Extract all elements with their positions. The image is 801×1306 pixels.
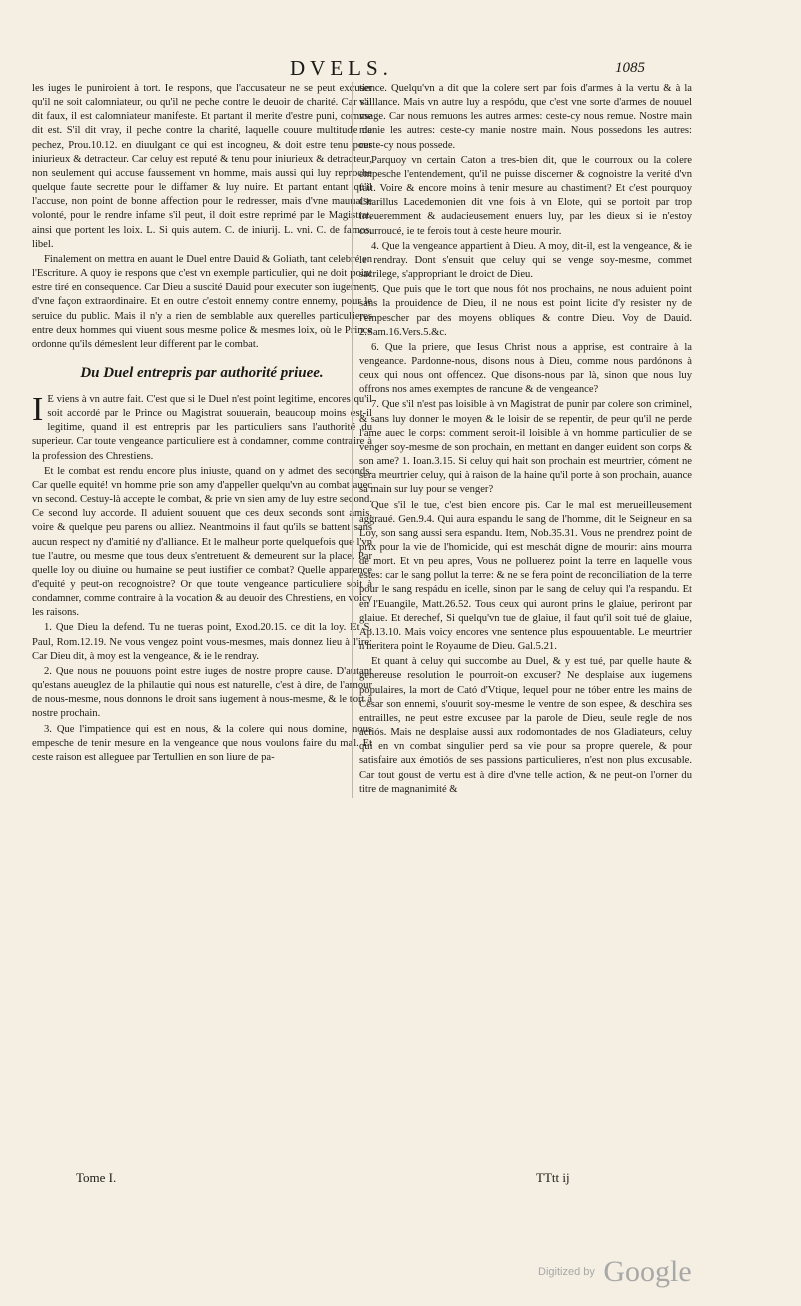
page-footer (0, 1170, 801, 1190)
section-paragraph-text: E viens à vn autre fait. C'est que si le Duel n'est point legitime, encores qu'il soit accordé par le Prince ou Magistrat souuerain, beaucoup moins est-il legitime, quand il est entrepris par les particuliers sans l'authorité du superieur. Car toute vengeance particuliere est à condamner, comme contraire à la profession des Chrestiens. (32, 393, 372, 462)
right-paragraph: Que s'il le tue, c'est bien encore pis. Car le mal est merueilleusement aggraué. Gen.9.4. Qui aura espandu le sang de l'homme, dit le Seigneur en sa Loy, son sang aussi sera espandu. Item, Nob.35.31. Vous ne prendrez point de prix pour la vie de l'homicide, qui est meschát digne de mourir: ains mourra de mort. Et vn peu apres, Vous ne polluerez point la terre en laquelle vous estes: car le sang pollut la terre: & ne se fera point de reconciliation de la terre pour le sang respádu en icelle, sinon par le sang de celuy qui l'a respandu. Et en l'Euangile, Matt.26.52. Tous ceux qui auront prins le glaiue, periront par glaiue. Et derechef, Si quelqu'vn tue de glaiue, il faut qu'il soit tué de glaiue, Ap.13.10. Mais voicy encores vne sentence plus espouuentable. Le meurtrier n'heritera point le Royaume de Dieu. Gal.5.21. (359, 499, 692, 653)
right-paragraph: tience. Quelqu'vn a dit que la colere sert par fois d'armes à la vertu & à la vaillance. Mais vn autre luy a respódu, que c'est vne sorte d'armes de nouuel vsage. Car nous remuons les autres armes: ceste-cy nous remue. Nostre main manie les autres: ceste-cy manie nostre main. Nous possedons les autres: ceste-cy nous possede. (359, 83, 692, 151)
google-logo: Google (603, 1255, 692, 1288)
left-paragraph: Finalement on mettra en auant le Duel entre Dauid & Goliath, tant celebré en l'Escriture. A quoy ie respons que c'est vn exemple particulier, qui ne doit point estre tiré en consequence. Car Dieu a suscité Dauid pour executer son iugement d'vne façon extraordinaire. Et en outre c'estoit ennemy contre ennemy, pour le seruice du public. Mais il n'y a rien de semblable aux querelles particulieres entre deux hommes qui viuent sous mesme police & mesmes loix, où le Prince ordonne qu'ils démeslent leur different par le combat. (32, 253, 372, 350)
left-column (32, 82, 372, 766)
section-paragraph: 1. Que Dieu la defend. Tu ne tueras point, Exod.20.15. ce dit la loy. Et S. Paul, Rom.12.19. Ne vous vengez point vous-mesmes, mais donnez lieu à l'ire: Car Dieu dit, à moy est la vengeance, & ie le rendray. (32, 622, 372, 662)
right-paragraph: Parquoy vn certain Caton a tres-bien dit, que le courroux ou la colere empesche l'entendement, qu'il ne puisse discerner & cognoistre la verité d'vn fait. Voire & encore moins à tenir mesure au chastiment? Et c'est pourquoy Charillus Lacedemonien dit vne fois à vn Elote, qui se portoit par trop irreueremment & audacieusement enuers luy, par les dieux si ie n'estoy courroucé, ie te ferois tout à ceste heure mourir. (359, 154, 692, 237)
watermark-prefix: Digitized by (538, 1266, 595, 1278)
right-paragraph: Et quant à celuy qui succombe au Duel, & y est tué, par quelle haute & genereuse resolution le pourroit-on excuser? Ne desplaise aux iugemens populaires, la mort de Cató d'Vtique, lequel pour ne tóber entre les mains de Cesar son ennemi, s'ouurit soy-mesme le ventre de son espee, & deschira ses entrailles, ne peut estre excusee par la parole de Dieu, seule regle de nos actiós. Mais ne desplaise aussi aux rodomontades de nos Gladiateurs, celuy qui en vn combat singulier perd sa vie pour sa propre querele, & pour satisfaire aux émotiós de ses passions particulieres, n'est non plus excusable. Car tout goust de vertu est à dire d'vne telle action, & ne peut-on l'orner du titre de magnanimité & (359, 656, 692, 795)
section-paragraph (32, 390, 372, 464)
right-column (352, 82, 692, 798)
page-number: 1085 (615, 60, 645, 76)
dropcap-letter: I (32, 390, 44, 428)
right-paragraph: 4. Que la vengeance appartient à Dieu. A moy, dit-il, est la vengeance, & ie le rendray. Dont s'ensuit que celuy qui se venge soy-mesme, commet sacrilege, s'appropriant le droict de Dieu. (359, 240, 692, 281)
left-paragraph: les iuges le puniroient à tort. Ie respons, que l'accusateur ne se peut excuser qu'il ne soit calomniateur, ou qu'il ne peche contre le deuoir de charité. Car s'il dit faux, il est calomniateur manifeste. Et partant il merite d'estre puni, comme dit est. S'il dit vray, il peche contre la charité, laquelle couure multitude de pechez, Prou.10.12. en diuulgant ce qui est incogneu, & doit estre tenu pour iniurieux & detracteur. Car celuy est reputé & tenu pour iniurieux & detracteur, non seulement qui accuse faussement vn homme, mais aussi qui luy reproche quelque faute secrette pour le diffamer & luy nuire. Et partant entant qu'il l'accuse, non point de bonne affection pour le redresser, mais d'vne mauuaise volonté, pour le rendre infame s'il peut, il doit estre reprimé par le Magistrat, ainsi que portent les loix. L. Si quis autem. C. de iniurij. L. vni. C. de famos. libel. (32, 83, 372, 250)
right-paragraph: 6. Que la priere, que Iesus Christ nous a apprise, est contraire à la vengeance. Pardonne-nous, disons nous à Dieu, comme nous pardónons à ceux qui nous ont offencez. Que disons-nous par là, sinon que nous luy offrons nos ames exemptes de rancune & de vengeance? (359, 341, 692, 396)
page-header (0, 54, 801, 84)
signature-mark: TTtt ij (536, 1170, 570, 1185)
section-heading: Du Duel entrepris par authorité priuee. (80, 364, 324, 381)
right-paragraph: 7. Que s'il n'est pas loisible à vn Magistrat de punir par colere son criminel, & sans luy donner le moyen & le loisir de se repentir, de peur qu'il ne perde l'ame auec le corps: comment seroit-il loisible à vn homme particulier de se venger soy-mesme de son prochain, en mettant en danger euident son corps & son ame? 1. Ioan.3.15. Si celuy qui hait son prochain est meurtrier, cóment ne sera meurtrier celuy, qui à raison de la haine qu'il porte à son prochain, auance sa main sur luy pour se venger? (359, 399, 692, 496)
right-paragraph: 5. Que puis que le tort que nous fót nos prochains, ne nous aduient point sans la prouidence de Dieu, il ne nous est point licite d'y resister ny de l'empescher par des moyens obliques & contre Dieu. Voy de Dauid. 2.Sam.16.Vers.5.&c. (359, 284, 692, 338)
volume-label: Tome I. (76, 1170, 117, 1185)
section-paragraph: 3. Que l'impatience qui est en nous, & la colere qui nous domine, nous empesche de tenir mesure en la vengeance que nous voulons faire du mal. Et ceste raison est alleguee par Tertullien en son liure de pa- (32, 723, 372, 763)
digitization-watermark (538, 1255, 692, 1289)
running-title: DVELS. (290, 56, 393, 80)
section-paragraph: Et le combat est rendu encore plus iniuste, quand on y admet des seconds. Car quelle equité! vn homme prie son amy d'appeller quelqu'vn au combat auec vn second. Cestuy-là accepte le combat, & prie vn sien amy de luy estre second. Ce second luy accorde. Il aduient souuent que ces deux seconds sont amis, voire & quelque peu parens ou alliez. Neantmoins il faut qu'ils se battent sans aucun respect ny d'amitié ny d'alliance. Et le malheur porte quelquefois que l'vn tue l'autre, ou mesme que tous deux s'entretuent & demeurent sur la place. Par quelle loy ou diuine ou humaine se peut iustifier ce combat? Quelle apparence d'equité y peut-on recognoistre? Or que toute vengeance particuliere soit à condamner, comme contraire à la vocation & au deuoir des Chrestiens, en voicy les raisons. (32, 465, 372, 619)
section-paragraph: 2. Que nous ne pouuons point estre iuges de nostre propre cause. D'autant qu'estans aueuglez de la philautie qui nous est naturelle, c'est à dire, de l'amour de nous-mesme, nous donnons le droit sans iugement à nous-mesme, & le tort à nostre prochain. (32, 665, 372, 720)
